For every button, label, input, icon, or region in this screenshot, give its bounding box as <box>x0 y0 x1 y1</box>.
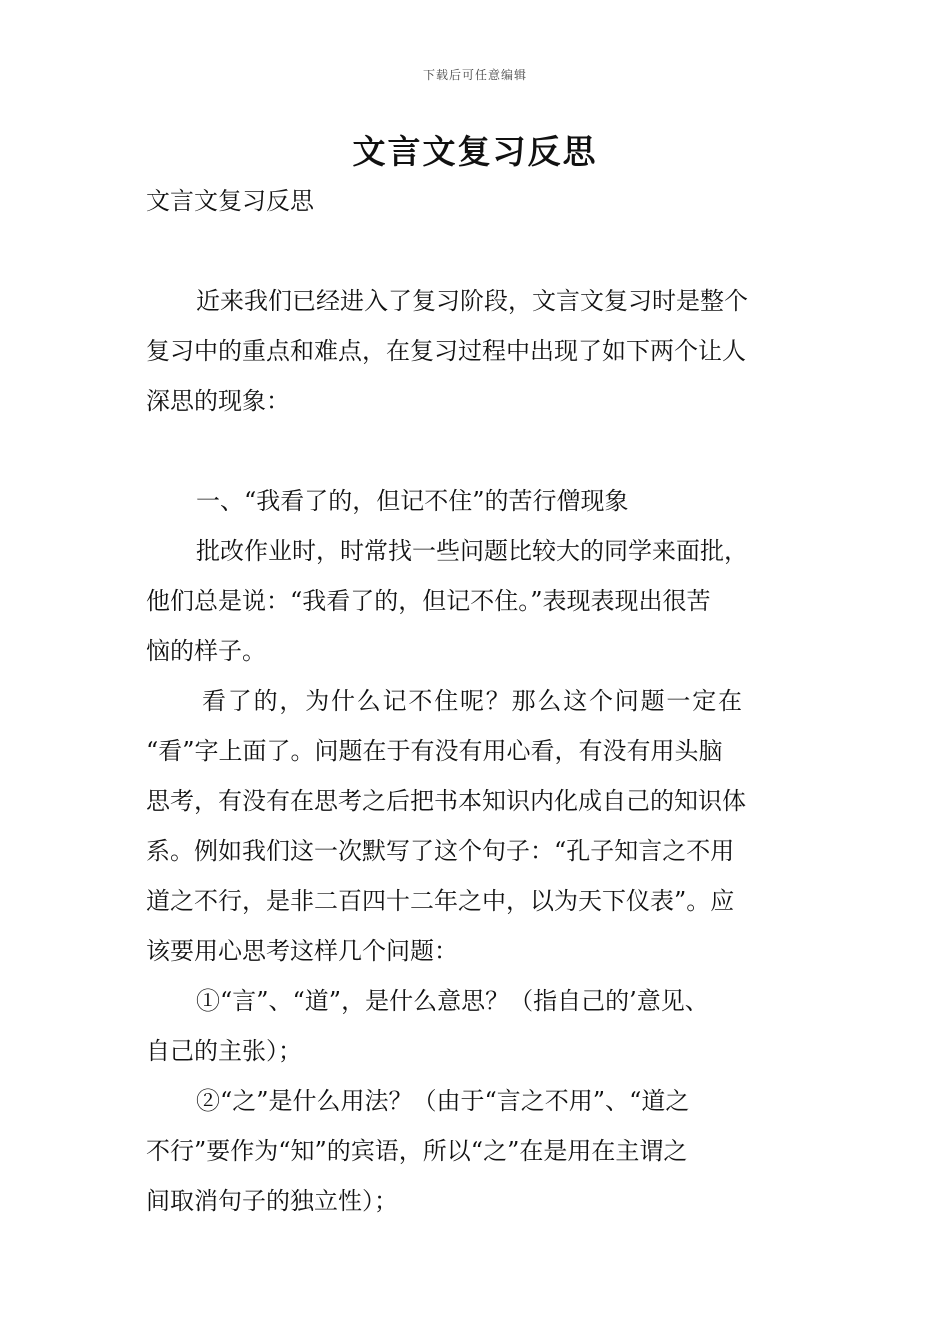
intro-line-3: 深思的现象： <box>146 387 290 415</box>
document-title: 文言文复习反思 <box>352 132 598 171</box>
p2-line-4: 系。例如我们这一次默写了这个句子：“孔子知言之不用 <box>146 837 735 865</box>
document-body <box>146 176 806 1226</box>
subtitle: 文言文复习反思 <box>146 187 314 215</box>
intro-line-1: 近来我们已经进入了复习阶段，文言文复习时是整个 <box>196 287 748 315</box>
p1-line-3: 恼的样子。 <box>146 637 266 665</box>
q2-line-2: 不行”要作为“知”的宾语，所以“之”在是用在主谓之 <box>146 1137 688 1165</box>
p2-line-1: 看了的，为什么记不住呢？那么这个问题一定在 <box>202 687 744 715</box>
p2-line-2: “看”字上面了。问题在于有没有用心看，有没有用头脑 <box>146 737 723 765</box>
p1-line-1: 批改作业时，时常找一些问题比较大的同学来面批， <box>196 537 748 565</box>
p2-line-6: 该要用心思考这样几个问题： <box>146 937 458 965</box>
q2-line-3: 间取消句子的独立性）； <box>146 1187 398 1215</box>
blank-line <box>146 426 806 476</box>
section-heading-1: 一、“我看了的，但记不住”的苦行僧现象 <box>196 487 629 515</box>
q1-line-2: 自己的主张）； <box>146 1037 302 1065</box>
p1-line-2: 他们总是说：“我看了的，但记不住。”表现表现出很苦 <box>146 587 711 615</box>
q2-line-1: ②“之”是什么用法？（由于“言之不用”、“道之 <box>196 1087 690 1115</box>
p2-line-5: 道之不行，是非二百四十二年之中，以为天下仪表”。应 <box>146 887 735 915</box>
blank-line <box>146 226 806 276</box>
intro-line-2: 复习中的重点和难点，在复习过程中出现了如下两个让人 <box>146 337 746 365</box>
q1-line-1: ①“言”、“道”，是什么意思？（指自己的’意见、 <box>196 987 709 1015</box>
header-note: 下载后可任意编辑 <box>422 68 527 82</box>
p2-line-3: 思考，有没有在思考之后把书本知识内化成自己的知识体 <box>146 787 746 815</box>
